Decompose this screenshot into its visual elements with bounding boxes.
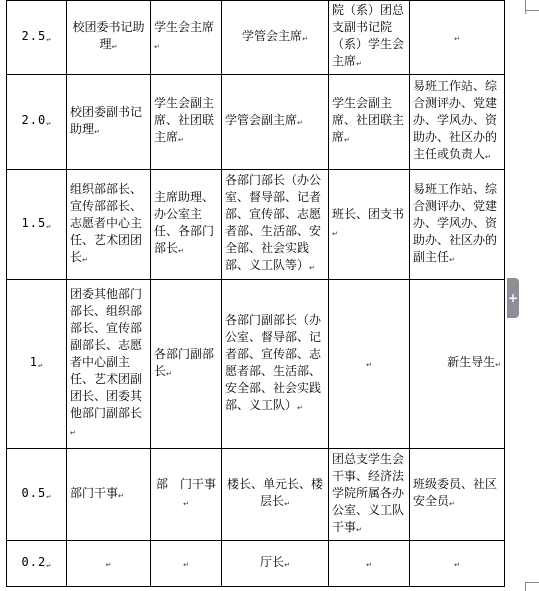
table-row <box>7 280 505 449</box>
school-league-cell: 校团委书记助理↵ <box>67 1 151 75</box>
table-row <box>7 449 505 541</box>
table-row <box>7 170 505 280</box>
school-league-cell: 组织部部长、宣传部部长、志愿者中心主任、艺术团团长↵ <box>67 170 151 280</box>
plus-icon: + <box>507 291 519 305</box>
score-cell: 1.5↵ <box>7 170 67 280</box>
school-league-cell: 部门干事↵ <box>67 449 151 541</box>
school-league-cell: 校团委副书记助理↵ <box>67 75 151 170</box>
workstation-cell: ↵ <box>410 1 505 75</box>
school-league-cell: ↵ <box>67 541 151 587</box>
crop-mark <box>525 0 526 14</box>
student-union-cell: 部 门干事↵ <box>151 449 222 541</box>
student-mgmt-cell: 学管会主席↵ <box>222 1 329 75</box>
workstation-cell: 新生导生↵ <box>410 280 505 449</box>
credit-table <box>6 0 505 587</box>
score-cell: 0.2↵ <box>7 541 67 587</box>
table-row <box>7 75 505 170</box>
table-row <box>7 541 505 587</box>
department-cell: 院（系）团总支副书记院（系）学生会主席↵ <box>329 1 410 75</box>
score-cell: 2.0↵ <box>7 75 67 170</box>
score-cell: 0.5↵ <box>7 449 67 541</box>
student-mgmt-cell: 厅长↵ <box>222 541 329 587</box>
student-union-cell: 主席助理、办公室主任、各部门部长↵ <box>151 170 222 280</box>
student-union-cell: 各部门副部长↵ <box>151 280 222 449</box>
student-mgmt-cell: 各部门副部长（办公室、督导部、记者部、宣传部、志愿者部、生活部、安全部、社会实践部、义工队）↵ <box>222 280 329 449</box>
student-union-cell: ↵ <box>151 541 222 587</box>
side-expand-button[interactable] <box>507 278 519 318</box>
crop-mark <box>525 582 526 591</box>
student-mgmt-cell: 学管会副主席↵ <box>222 75 329 170</box>
score-cell: 2.5↵ <box>7 1 67 75</box>
student-union-cell: 学生会主席↵ <box>151 1 222 75</box>
department-cell: ↵ <box>329 280 410 449</box>
crop-mark <box>525 10 539 11</box>
department-cell: ↵ <box>329 541 410 587</box>
department-cell: 团总支学生会干事、经济法学院所属各办公室、义工队干事↵ <box>329 449 410 541</box>
table-row <box>7 1 505 75</box>
workstation-cell: 易班工作站、综合测评办、党建办、学风办、资助办、社区办的副主任↵ <box>410 170 505 280</box>
workstation-cell: 易班工作站、综合测评办、党建办、学风办、资助办、社区办的主任或负责人↵ <box>410 75 505 170</box>
workstation-cell: 班级委员、社区安全员↵ <box>410 449 505 541</box>
school-league-cell: 团委其他部门部长、组织部部长、宣传部副部长、志愿者中心副主任、艺术团副团长、团委其他部门副部长↵ <box>67 280 151 449</box>
department-cell: 学生会副主席、社团联主席↵ <box>329 75 410 170</box>
score-cell: 1↵ <box>7 280 67 449</box>
student-mgmt-cell: 楼长、单元长、楼层长↵ <box>222 449 329 541</box>
crop-mark <box>525 582 539 583</box>
student-union-cell: 学生会副主席、社团联主席↵ <box>151 75 222 170</box>
department-cell: 班长、团支书↵ <box>329 170 410 280</box>
workstation-cell: ↵ <box>410 541 505 587</box>
student-mgmt-cell: 各部门部长（办公室、督导部、记者部、宣传部、志愿者部、生活部、安全部、社会实践部、义工队等）↵ <box>222 170 329 280</box>
